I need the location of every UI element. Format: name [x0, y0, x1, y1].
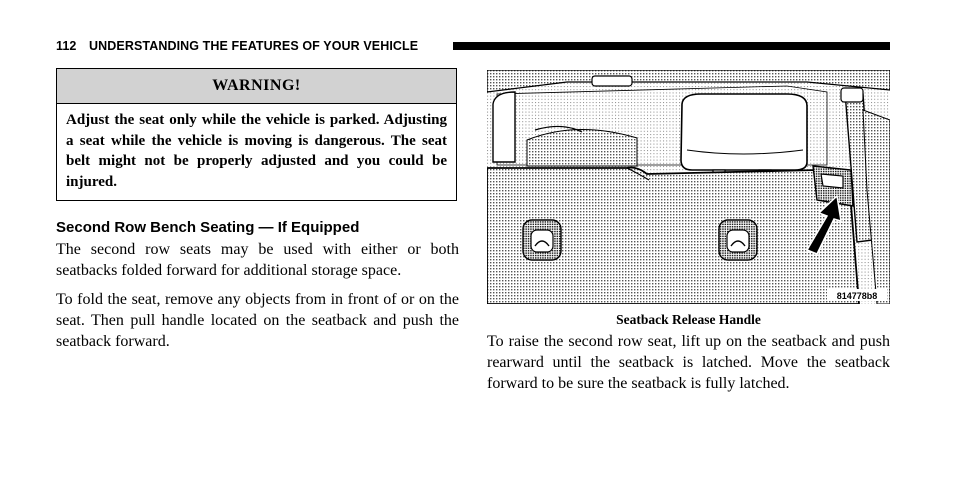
page-header [56, 37, 890, 55]
warning-box [56, 68, 457, 201]
header-rule [453, 42, 890, 50]
section-title: Second Row Bench Seating — If Equipped [56, 219, 360, 236]
seatback-illustration [487, 70, 890, 304]
header-title: UNDERSTANDING THE FEATURES OF YOUR VEHICLE [89, 39, 419, 53]
page-number: 112 [56, 39, 77, 53]
figure-caption: Seatback Release Handle [616, 312, 761, 327]
after-figure-paragraph: To raise the second row seat, lift up on the seatback and push rearward until the seatback is latched. Move the seatback forward to be sure the seatback is fully latched. [487, 333, 890, 392]
section-paragraph-2: To fold the seat, remove any objects from in front of or on the seat. Then pull handle located on the seatback and push the seatback forward. [56, 291, 459, 350]
section-paragraph-1: The second row seats may be used with either or both seatbacks folded forward for additional storage space. [56, 241, 459, 279]
figure-code: 814778b8 [836, 291, 878, 301]
warning-body: Adjust the seat only while the vehicle is parked. Adjusting a seat while the vehicle is moving is dangerous. The seat belt might not be properly adjusted and you could be injured. [66, 112, 447, 190]
warning-heading: WARNING! [57, 69, 456, 104]
